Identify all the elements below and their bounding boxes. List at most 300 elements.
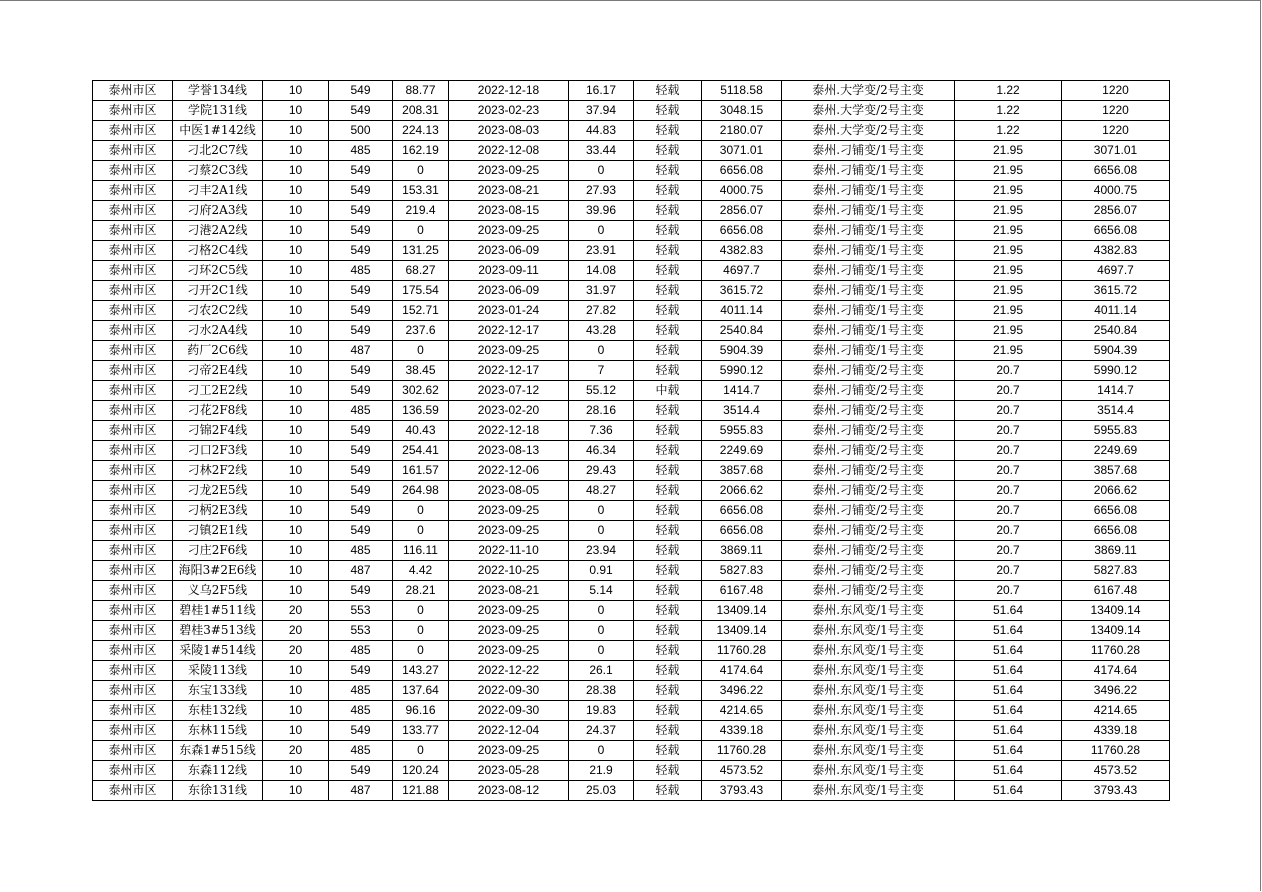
date-cell: 2023-09-25 (449, 341, 569, 361)
district-cell: 泰州市区 (93, 261, 173, 281)
max-current-cell: 0 (393, 161, 449, 181)
available-capacity-cell: 11760.28 (702, 641, 782, 661)
capacity-cell: 549 (329, 441, 393, 461)
available-capacity-cell: 3793.43 (702, 781, 782, 801)
transformer-available-cell: 1.22 (955, 121, 1062, 141)
transformer-cell: 泰州.刁铺变/2号主变 (782, 461, 955, 481)
load-status-cell: 轻载 (634, 361, 702, 381)
district-cell: 泰州市区 (93, 441, 173, 461)
transformer-available-cell: 21.95 (955, 281, 1062, 301)
available-capacity-cell: 4573.52 (702, 761, 782, 781)
available-capacity-cell: 4339.18 (702, 721, 782, 741)
feeder-available-cell: 1220 (1062, 81, 1170, 101)
district-cell: 泰州市区 (93, 521, 173, 541)
date-cell: 2023-09-25 (449, 161, 569, 181)
line-name-cell: 碧桂3#513线 (173, 621, 263, 641)
transformer-cell: 泰州.东风变/1号主变 (782, 621, 955, 641)
capacity-cell: 553 (329, 621, 393, 641)
table-row (93, 541, 1170, 561)
feeder-available-cell: 4000.75 (1062, 181, 1170, 201)
max-current-cell: 137.64 (393, 681, 449, 701)
date-cell: 2023-07-12 (449, 381, 569, 401)
voltage-cell: 10 (263, 101, 329, 121)
max-current-cell: 0 (393, 521, 449, 541)
available-capacity-cell: 4000.75 (702, 181, 782, 201)
load-status-cell: 轻载 (634, 261, 702, 281)
capacity-cell: 549 (329, 161, 393, 181)
voltage-cell: 10 (263, 721, 329, 741)
voltage-cell: 10 (263, 241, 329, 261)
district-cell: 泰州市区 (93, 301, 173, 321)
max-current-cell: 131.25 (393, 241, 449, 261)
line-name-cell: 刁格2C4线 (173, 241, 263, 261)
available-capacity-cell: 2180.07 (702, 121, 782, 141)
transformer-available-cell: 20.7 (955, 421, 1062, 441)
date-cell: 2023-08-21 (449, 181, 569, 201)
transformer-available-cell: 1.22 (955, 81, 1062, 101)
available-capacity-cell: 6656.08 (702, 521, 782, 541)
table-row (93, 461, 1170, 481)
transformer-available-cell: 20.7 (955, 401, 1062, 421)
district-cell: 泰州市区 (93, 461, 173, 481)
load-status-cell: 轻载 (634, 181, 702, 201)
transformer-cell: 泰州.刁铺变/2号主变 (782, 361, 955, 381)
table-row (93, 221, 1170, 241)
feeder-available-cell: 13409.14 (1062, 621, 1170, 641)
line-name-cell: 刁北2C7线 (173, 141, 263, 161)
transformer-cell: 泰州.刁铺变/1号主变 (782, 241, 955, 261)
transformer-available-cell: 51.64 (955, 781, 1062, 801)
feeder-available-cell: 1220 (1062, 101, 1170, 121)
load-status-cell: 轻载 (634, 81, 702, 101)
transformer-cell: 泰州.东风变/1号主变 (782, 721, 955, 741)
voltage-cell: 10 (263, 261, 329, 281)
table-body (93, 81, 1170, 801)
table-row (93, 101, 1170, 121)
capacity-cell: 549 (329, 101, 393, 121)
capacity-cell: 487 (329, 561, 393, 581)
line-name-cell: 刁港2A2线 (173, 221, 263, 241)
transformer-cell: 泰州.刁铺变/2号主变 (782, 581, 955, 601)
transformer-cell: 泰州.刁铺变/1号主变 (782, 141, 955, 161)
load-status-cell: 轻载 (634, 201, 702, 221)
feeder-available-cell: 5904.39 (1062, 341, 1170, 361)
date-cell: 2023-08-13 (449, 441, 569, 461)
available-capacity-cell: 4382.83 (702, 241, 782, 261)
data-table (92, 80, 1170, 801)
load-status-cell: 轻载 (634, 621, 702, 641)
capacity-cell: 485 (329, 741, 393, 761)
line-name-cell: 学誉134线 (173, 81, 263, 101)
table-row (93, 701, 1170, 721)
district-cell: 泰州市区 (93, 761, 173, 781)
feeder-available-cell: 4382.83 (1062, 241, 1170, 261)
line-name-cell: 中医1#142线 (173, 121, 263, 141)
capacity-cell: 485 (329, 541, 393, 561)
feeder-available-cell: 3857.68 (1062, 461, 1170, 481)
capacity-cell: 485 (329, 681, 393, 701)
feeder-available-cell: 3869.11 (1062, 541, 1170, 561)
table-row (93, 361, 1170, 381)
table-row (93, 501, 1170, 521)
load-status-cell: 轻载 (634, 281, 702, 301)
table-row (93, 381, 1170, 401)
load-rate-cell: 46.34 (569, 441, 634, 461)
capacity-cell: 549 (329, 241, 393, 261)
transformer-cell: 泰州.东风变/1号主变 (782, 681, 955, 701)
feeder-available-cell: 4214.65 (1062, 701, 1170, 721)
load-status-cell: 轻载 (634, 441, 702, 461)
date-cell: 2023-09-25 (449, 601, 569, 621)
capacity-cell: 485 (329, 641, 393, 661)
date-cell: 2023-06-09 (449, 241, 569, 261)
district-cell: 泰州市区 (93, 421, 173, 441)
line-name-cell: 海阳3#2E6线 (173, 561, 263, 581)
voltage-cell: 10 (263, 521, 329, 541)
line-name-cell: 东桂132线 (173, 701, 263, 721)
district-cell: 泰州市区 (93, 601, 173, 621)
transformer-available-cell: 21.95 (955, 221, 1062, 241)
line-name-cell: 碧桂1#511线 (173, 601, 263, 621)
voltage-cell: 10 (263, 481, 329, 501)
capacity-cell: 549 (329, 281, 393, 301)
load-rate-cell: 16.17 (569, 81, 634, 101)
available-capacity-cell: 2856.07 (702, 201, 782, 221)
date-cell: 2023-02-20 (449, 401, 569, 421)
max-current-cell: 153.31 (393, 181, 449, 201)
district-cell: 泰州市区 (93, 161, 173, 181)
capacity-cell: 549 (329, 481, 393, 501)
line-name-cell: 刁柄2E3线 (173, 501, 263, 521)
date-cell: 2022-09-30 (449, 701, 569, 721)
available-capacity-cell: 5904.39 (702, 341, 782, 361)
line-name-cell: 刁开2C1线 (173, 281, 263, 301)
voltage-cell: 10 (263, 421, 329, 441)
load-status-cell: 轻载 (634, 781, 702, 801)
district-cell: 泰州市区 (93, 621, 173, 641)
table-row (93, 141, 1170, 161)
date-cell: 2023-08-15 (449, 201, 569, 221)
transformer-cell: 泰州.东风变/1号主变 (782, 781, 955, 801)
available-capacity-cell: 3869.11 (702, 541, 782, 561)
line-name-cell: 刁林2F2线 (173, 461, 263, 481)
feeder-available-cell: 1220 (1062, 121, 1170, 141)
transformer-available-cell: 51.64 (955, 601, 1062, 621)
feeder-available-cell: 2856.07 (1062, 201, 1170, 221)
load-rate-cell: 31.97 (569, 281, 634, 301)
load-status-cell: 轻载 (634, 401, 702, 421)
transformer-cell: 泰州.刁铺变/2号主变 (782, 521, 955, 541)
capacity-cell: 485 (329, 261, 393, 281)
table-row (93, 761, 1170, 781)
table-row (93, 741, 1170, 761)
feeder-available-cell: 4697.7 (1062, 261, 1170, 281)
load-status-cell: 轻载 (634, 761, 702, 781)
load-rate-cell: 0 (569, 161, 634, 181)
transformer-cell: 泰州.刁铺变/1号主变 (782, 221, 955, 241)
voltage-cell: 10 (263, 401, 329, 421)
transformer-available-cell: 21.95 (955, 341, 1062, 361)
transformer-cell: 泰州.东风变/1号主变 (782, 701, 955, 721)
voltage-cell: 10 (263, 501, 329, 521)
district-cell: 泰州市区 (93, 181, 173, 201)
voltage-cell: 10 (263, 281, 329, 301)
transformer-cell: 泰州.刁铺变/1号主变 (782, 301, 955, 321)
capacity-cell: 549 (329, 521, 393, 541)
max-current-cell: 162.19 (393, 141, 449, 161)
load-status-cell: 轻载 (634, 641, 702, 661)
voltage-cell: 20 (263, 601, 329, 621)
capacity-cell: 500 (329, 121, 393, 141)
load-status-cell: 轻载 (634, 661, 702, 681)
load-status-cell: 轻载 (634, 341, 702, 361)
feeder-available-cell: 4174.64 (1062, 661, 1170, 681)
transformer-available-cell: 21.95 (955, 241, 1062, 261)
date-cell: 2023-05-28 (449, 761, 569, 781)
max-current-cell: 152.71 (393, 301, 449, 321)
voltage-cell: 10 (263, 81, 329, 101)
line-name-cell: 刁府2A3线 (173, 201, 263, 221)
voltage-cell: 20 (263, 621, 329, 641)
date-cell: 2022-12-04 (449, 721, 569, 741)
load-rate-cell: 48.27 (569, 481, 634, 501)
load-status-cell: 轻载 (634, 601, 702, 621)
district-cell: 泰州市区 (93, 221, 173, 241)
max-current-cell: 302.62 (393, 381, 449, 401)
load-status-cell: 轻载 (634, 501, 702, 521)
feeder-available-cell: 3496.22 (1062, 681, 1170, 701)
load-rate-cell: 43.28 (569, 321, 634, 341)
line-name-cell: 东森1#515线 (173, 741, 263, 761)
feeder-available-cell: 6656.08 (1062, 521, 1170, 541)
feeder-available-cell: 5955.83 (1062, 421, 1170, 441)
load-rate-cell: 23.94 (569, 541, 634, 561)
load-status-cell: 轻载 (634, 121, 702, 141)
transformer-cell: 泰州.大学变/2号主变 (782, 121, 955, 141)
line-name-cell: 刁水2A4线 (173, 321, 263, 341)
max-current-cell: 40.43 (393, 421, 449, 441)
voltage-cell: 10 (263, 181, 329, 201)
date-cell: 2022-12-22 (449, 661, 569, 681)
max-current-cell: 0 (393, 621, 449, 641)
voltage-cell: 10 (263, 581, 329, 601)
district-cell: 泰州市区 (93, 121, 173, 141)
transformer-cell: 泰州.刁铺变/1号主变 (782, 261, 955, 281)
load-rate-cell: 0 (569, 221, 634, 241)
transformer-available-cell: 20.7 (955, 381, 1062, 401)
transformer-available-cell: 20.7 (955, 521, 1062, 541)
voltage-cell: 10 (263, 561, 329, 581)
available-capacity-cell: 5118.58 (702, 81, 782, 101)
district-cell: 泰州市区 (93, 81, 173, 101)
transformer-cell: 泰州.刁铺变/1号主变 (782, 201, 955, 221)
transformer-available-cell: 51.64 (955, 621, 1062, 641)
load-status-cell: 轻载 (634, 241, 702, 261)
table-row (93, 441, 1170, 461)
capacity-cell: 549 (329, 581, 393, 601)
max-current-cell: 68.27 (393, 261, 449, 281)
capacity-cell: 553 (329, 601, 393, 621)
load-rate-cell: 27.93 (569, 181, 634, 201)
load-rate-cell: 0 (569, 741, 634, 761)
max-current-cell: 4.42 (393, 561, 449, 581)
feeder-available-cell: 11760.28 (1062, 641, 1170, 661)
transformer-available-cell: 20.7 (955, 461, 1062, 481)
line-name-cell: 刁锦2F4线 (173, 421, 263, 441)
table-row (93, 601, 1170, 621)
district-cell: 泰州市区 (93, 341, 173, 361)
table-row (93, 781, 1170, 801)
capacity-cell: 549 (329, 761, 393, 781)
available-capacity-cell: 3857.68 (702, 461, 782, 481)
transformer-cell: 泰州.刁铺变/2号主变 (782, 401, 955, 421)
available-capacity-cell: 3048.15 (702, 101, 782, 121)
district-cell: 泰州市区 (93, 241, 173, 261)
table-row (93, 401, 1170, 421)
available-capacity-cell: 3514.4 (702, 401, 782, 421)
load-status-cell: 轻载 (634, 701, 702, 721)
capacity-cell: 487 (329, 781, 393, 801)
date-cell: 2023-09-25 (449, 741, 569, 761)
transformer-available-cell: 20.7 (955, 501, 1062, 521)
district-cell: 泰州市区 (93, 721, 173, 741)
capacity-cell: 485 (329, 701, 393, 721)
transformer-available-cell: 21.95 (955, 161, 1062, 181)
transformer-available-cell: 51.64 (955, 661, 1062, 681)
date-cell: 2023-09-25 (449, 521, 569, 541)
max-current-cell: 120.24 (393, 761, 449, 781)
line-name-cell: 刁镇2E1线 (173, 521, 263, 541)
table-row (93, 621, 1170, 641)
table-row (93, 301, 1170, 321)
feeder-available-cell: 6656.08 (1062, 161, 1170, 181)
max-current-cell: 0 (393, 641, 449, 661)
available-capacity-cell: 13409.14 (702, 621, 782, 641)
transformer-cell: 泰州.刁铺变/2号主变 (782, 481, 955, 501)
capacity-cell: 549 (329, 501, 393, 521)
feeder-available-cell: 2540.84 (1062, 321, 1170, 341)
transformer-available-cell: 51.64 (955, 741, 1062, 761)
date-cell: 2023-09-25 (449, 221, 569, 241)
load-rate-cell: 39.96 (569, 201, 634, 221)
max-current-cell: 38.45 (393, 361, 449, 381)
available-capacity-cell: 4174.64 (702, 661, 782, 681)
load-rate-cell: 7.36 (569, 421, 634, 441)
load-rate-cell: 0 (569, 341, 634, 361)
line-name-cell: 刁环2C5线 (173, 261, 263, 281)
transformer-cell: 泰州.刁铺变/2号主变 (782, 421, 955, 441)
district-cell: 泰州市区 (93, 501, 173, 521)
available-capacity-cell: 6656.08 (702, 161, 782, 181)
voltage-cell: 10 (263, 121, 329, 141)
transformer-cell: 泰州.刁铺变/2号主变 (782, 381, 955, 401)
max-current-cell: 136.59 (393, 401, 449, 421)
available-capacity-cell: 2249.69 (702, 441, 782, 461)
line-name-cell: 刁工2E2线 (173, 381, 263, 401)
transformer-available-cell: 20.7 (955, 581, 1062, 601)
transformer-cell: 泰州.刁铺变/1号主变 (782, 281, 955, 301)
load-status-cell: 轻载 (634, 421, 702, 441)
transformer-available-cell: 21.95 (955, 141, 1062, 161)
line-name-cell: 刁庄2F6线 (173, 541, 263, 561)
load-rate-cell: 27.82 (569, 301, 634, 321)
transformer-available-cell: 21.95 (955, 201, 1062, 221)
load-status-cell: 轻载 (634, 541, 702, 561)
district-cell: 泰州市区 (93, 701, 173, 721)
load-rate-cell: 55.12 (569, 381, 634, 401)
voltage-cell: 10 (263, 221, 329, 241)
transformer-cell: 泰州.东风变/1号主变 (782, 641, 955, 661)
load-rate-cell: 7 (569, 361, 634, 381)
date-cell: 2023-01-24 (449, 301, 569, 321)
date-cell: 2023-09-25 (449, 501, 569, 521)
transformer-available-cell: 51.64 (955, 641, 1062, 661)
feeder-available-cell: 2249.69 (1062, 441, 1170, 461)
available-capacity-cell: 4214.65 (702, 701, 782, 721)
feeder-available-cell: 11760.28 (1062, 741, 1170, 761)
transformer-available-cell: 51.64 (955, 761, 1062, 781)
date-cell: 2023-08-21 (449, 581, 569, 601)
voltage-cell: 10 (263, 141, 329, 161)
transformer-cell: 泰州.刁铺变/1号主变 (782, 341, 955, 361)
load-status-cell: 轻载 (634, 461, 702, 481)
voltage-cell: 10 (263, 461, 329, 481)
available-capacity-cell: 11760.28 (702, 741, 782, 761)
line-name-cell: 刁蔡2C3线 (173, 161, 263, 181)
load-rate-cell: 19.83 (569, 701, 634, 721)
available-capacity-cell: 6167.48 (702, 581, 782, 601)
table-row (93, 181, 1170, 201)
capacity-cell: 549 (329, 301, 393, 321)
capacity-cell: 549 (329, 321, 393, 341)
load-status-cell: 轻载 (634, 161, 702, 181)
load-status-cell: 轻载 (634, 141, 702, 161)
available-capacity-cell: 5990.12 (702, 361, 782, 381)
voltage-cell: 10 (263, 201, 329, 221)
load-status-cell: 轻载 (634, 221, 702, 241)
date-cell: 2023-09-25 (449, 641, 569, 661)
available-capacity-cell: 3071.01 (702, 141, 782, 161)
feeder-available-cell: 3615.72 (1062, 281, 1170, 301)
max-current-cell: 0 (393, 501, 449, 521)
max-current-cell: 28.21 (393, 581, 449, 601)
available-capacity-cell: 4011.14 (702, 301, 782, 321)
district-cell: 泰州市区 (93, 681, 173, 701)
line-name-cell: 刁龙2E5线 (173, 481, 263, 501)
feeder-available-cell: 5827.83 (1062, 561, 1170, 581)
feeder-available-cell: 4573.52 (1062, 761, 1170, 781)
load-status-cell: 轻载 (634, 301, 702, 321)
available-capacity-cell: 5955.83 (702, 421, 782, 441)
transformer-available-cell: 21.95 (955, 261, 1062, 281)
max-current-cell: 254.41 (393, 441, 449, 461)
date-cell: 2023-08-05 (449, 481, 569, 501)
date-cell: 2023-09-25 (449, 621, 569, 641)
max-current-cell: 143.27 (393, 661, 449, 681)
district-cell: 泰州市区 (93, 561, 173, 581)
capacity-cell: 549 (329, 721, 393, 741)
table-row (93, 561, 1170, 581)
load-status-cell: 轻载 (634, 321, 702, 341)
capacity-cell: 549 (329, 461, 393, 481)
load-rate-cell: 0.91 (569, 561, 634, 581)
voltage-cell: 10 (263, 681, 329, 701)
line-name-cell: 义乌2F5线 (173, 581, 263, 601)
table-row (93, 341, 1170, 361)
available-capacity-cell: 2540.84 (702, 321, 782, 341)
date-cell: 2022-12-08 (449, 141, 569, 161)
line-name-cell: 采陵113线 (173, 661, 263, 681)
